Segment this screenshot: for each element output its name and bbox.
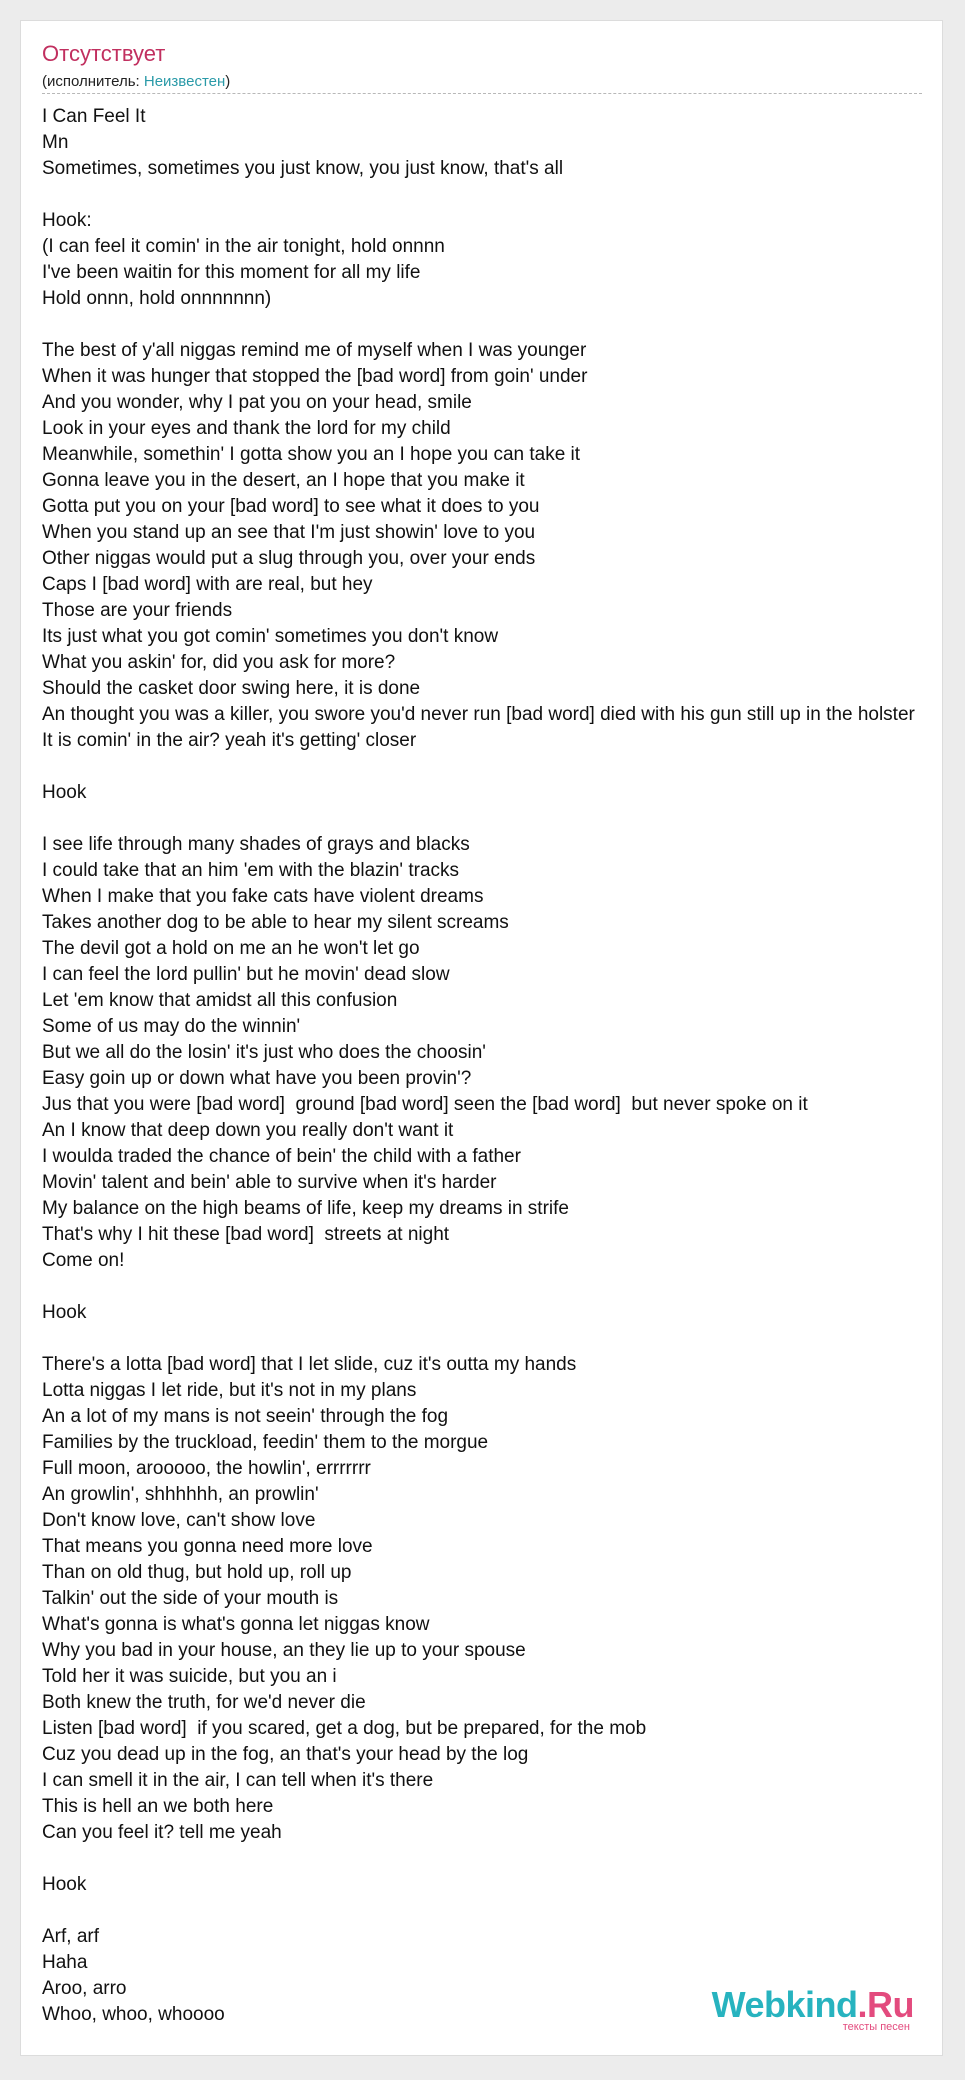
lyric-line: When it was hunger that stopped the [bad word] from goin' under (42, 366, 588, 387)
lyric-line: Aroo, arro (42, 1978, 127, 1999)
lyric-line: Than on old thug, but hold up, roll up (42, 1562, 352, 1583)
lyric-line (42, 182, 965, 208)
lyric-line (42, 1846, 965, 1872)
lyric-line: Hook (42, 1302, 87, 1323)
lyric-line: What you askin' for, did you ask for more? (42, 652, 396, 673)
artist-link[interactable]: Неизвестен (143, 73, 226, 90)
lyric-line: Easy goin up or down what have you been provin'? (42, 1068, 472, 1089)
lyric-line: Told her it was suicide, but you an i (42, 1666, 337, 1687)
lyric-line: Other niggas would put a slug through you, over your ends (42, 548, 536, 569)
lyric-line: Caps I [bad word] with are real, but hey (42, 574, 373, 595)
lyric-line: I Can Feel It (42, 106, 146, 127)
lyric-line: An I know that deep down you really don't want it (42, 1120, 454, 1141)
lyric-line: Mn (42, 132, 69, 153)
lyric-line: Should the casket door swing here, it is done (42, 678, 421, 699)
lyric-line: Jus that you were [bad word] ground [bad word] seen the [bad word] but never spoke on it (42, 1094, 808, 1115)
lyric-line: Listen [bad word] if you scared, get a dog, but be prepared, for the mob (42, 1718, 647, 1739)
lyric-line: When you stand up an see that I'm just showin' love to you (42, 522, 536, 543)
lyric-line: An thought you was a killer, you swore you'd never run [bad word] died with his gun still up in the holster (42, 704, 915, 725)
lyric-line: Look in your eyes and thank the lord for my child (42, 418, 451, 439)
lyrics-card (20, 20, 943, 2056)
logo-brand: Webkind (711, 1984, 858, 2025)
lyric-line: Let 'em know that amidst all this confusion (42, 990, 398, 1011)
lyric-line: Gotta put you on your [bad word] to see what it does to you (42, 496, 540, 517)
song-title: Отсутствует (42, 41, 166, 66)
logo-tagline: тексты песен (842, 2021, 910, 2033)
lyric-line (42, 1898, 965, 1924)
lyric-line: Gonna leave you in the desert, an I hope that you make it (42, 470, 525, 491)
lyric-line: It is comin' in the air? yeah it's getting' closer (42, 730, 417, 751)
lyric-line: I see life through many shades of grays and blacks (42, 834, 470, 855)
lyric-line (42, 1326, 965, 1352)
lyric-line: I woulda traded the chance of bein' the child with a father (42, 1146, 521, 1167)
lyric-line: I can feel the lord pullin' but he movin' dead slow (42, 964, 450, 985)
lyric-line: Don't know love, can't show love (42, 1510, 316, 1531)
lyric-line: Both knew the truth, for we'd never die (42, 1692, 366, 1713)
lyric-line: That means you gonna need more love (42, 1536, 373, 1557)
lyric-line: The best of y'all niggas remind me of myself when I was younger (42, 340, 587, 361)
lyric-line: Haha (42, 1952, 88, 1973)
lyric-line: Lotta niggas I let ride, but it's not in my plans (42, 1380, 417, 1401)
lyric-line: Can you feel it? tell me yeah (42, 1822, 282, 1843)
artist-suffix: ) (225, 73, 231, 90)
site-logo[interactable] (711, 1984, 914, 2033)
lyric-line: Some of us may do the winnin' (42, 1016, 301, 1037)
lyric-line: There's a lotta [bad word] that I let slide, cuz it's outta my hands (42, 1354, 577, 1375)
lyric-line: Families by the truckload, feedin' them to the morgue (42, 1432, 489, 1453)
header-divider (42, 93, 922, 94)
lyric-line: But we all do the losin' it's just who does the choosin' (42, 1042, 486, 1063)
artist-prefix: (исполнитель: (42, 73, 144, 90)
lyric-line (42, 1274, 965, 1300)
lyric-line: I can smell it in the air, I can tell when it's there (42, 1770, 434, 1791)
lyric-line: Hook (42, 782, 87, 803)
lyric-line: Why you bad in your house, an they lie up to your spouse (42, 1640, 526, 1661)
lyric-line: Hook: (42, 210, 92, 231)
lyric-line: Takes another dog to be able to hear my silent screams (42, 912, 509, 933)
artist-line (42, 73, 230, 90)
lyric-line: And you wonder, why I pat you on your head, smile (42, 392, 472, 413)
logo-wordmark (711, 1984, 914, 2025)
lyric-line: Hook (42, 1874, 87, 1895)
lyric-line: When I make that you fake cats have violent dreams (42, 886, 484, 907)
lyric-line (42, 806, 965, 832)
lyric-line: I could take that an him 'em with the blazin' tracks (42, 860, 460, 881)
lyric-line (42, 312, 965, 338)
lyric-line: Whoo, whoo, whoooo (42, 2004, 225, 2025)
lyric-line: That's why I hit these [bad word] streets at night (42, 1224, 450, 1245)
lyric-line: Come on! (42, 1250, 125, 1271)
lyric-line: Hold onnn, hold onnnnnnn) (42, 288, 272, 309)
lyric-line: What's gonna is what's gonna let niggas know (42, 1614, 430, 1635)
logo-domain: .Ru (857, 1984, 914, 2025)
lyric-line (42, 754, 965, 780)
lyric-line: Meanwhile, somethin' I gotta show you an I hope you can take it (42, 444, 581, 465)
lyric-line: Movin' talent and bein' able to survive when it's harder (42, 1172, 497, 1193)
lyric-line: Full moon, arooooo, the howlin', errrrrrr (42, 1458, 371, 1479)
lyric-line: I've been waitin for this moment for all my life (42, 262, 421, 283)
lyric-line: (I can feel it comin' in the air tonight, hold onnnn (42, 236, 445, 257)
lyric-line: Arf, arf (42, 1926, 100, 1947)
lyric-line: Talkin' out the side of your mouth is (42, 1588, 339, 1609)
lyric-line: An growlin', shhhhhh, an prowlin' (42, 1484, 319, 1505)
lyric-line: The devil got a hold on me an he won't let go (42, 938, 420, 959)
lyric-line: My balance on the high beams of life, keep my dreams in strife (42, 1198, 569, 1219)
lyric-line: Sometimes, sometimes you just know, you just know, that's all (42, 158, 564, 179)
lyric-line: This is hell an we both here (42, 1796, 274, 1817)
lyric-line: Cuz you dead up in the fog, an that's your head by the log (42, 1744, 529, 1765)
lyrics-text (42, 104, 965, 2028)
lyric-line: Its just what you got comin' sometimes you don't know (42, 626, 499, 647)
lyric-line: An a lot of my mans is not seein' through the fog (42, 1406, 449, 1427)
lyric-line: Those are your friends (42, 600, 233, 621)
